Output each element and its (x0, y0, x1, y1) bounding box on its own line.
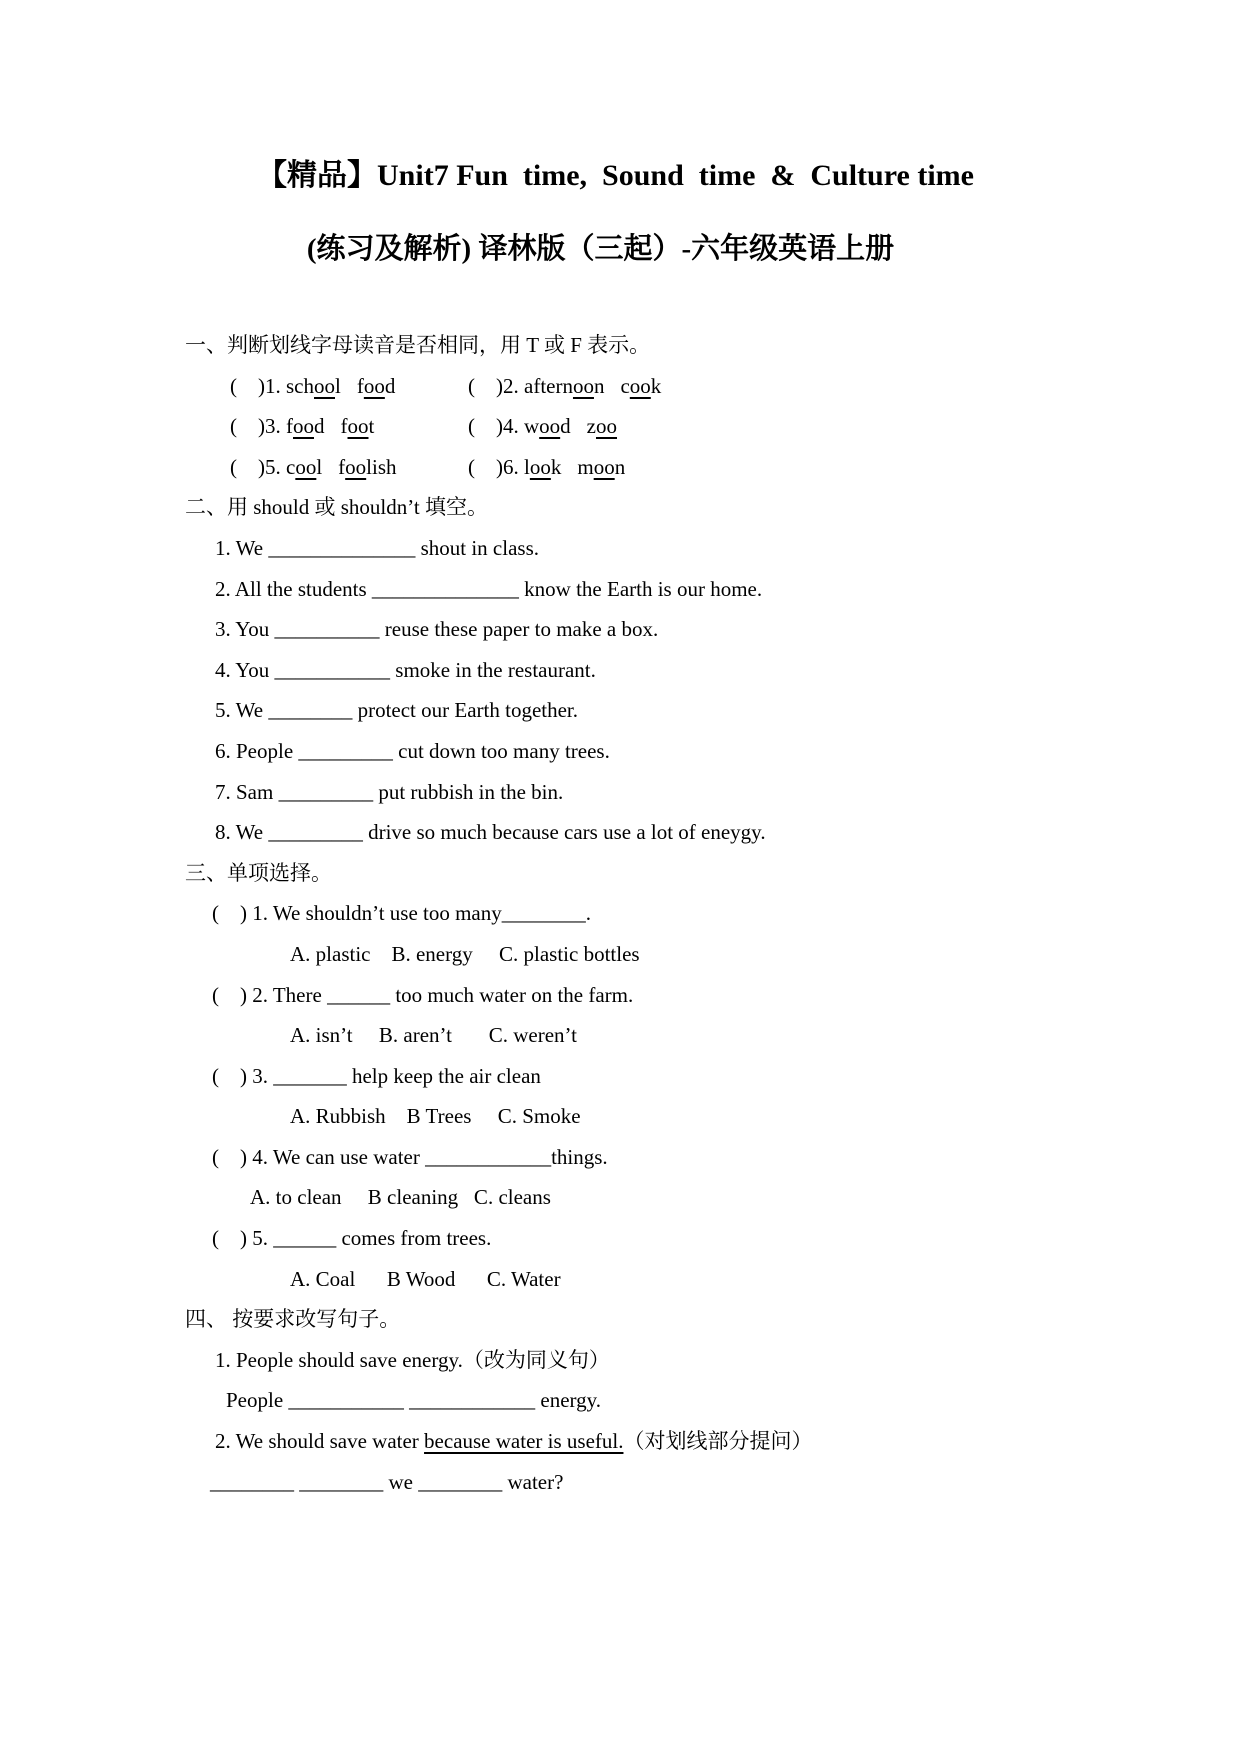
fill-blank-sentence: 7. Sam _________ put rubbish in the bin. (215, 779, 564, 804)
section-2-heading: 二、用 should 或 shouldn’t 填空。 (185, 495, 488, 520)
pronunciation-item: ( )3. food foot (230, 414, 375, 439)
choice-options: A. to clean B cleaning C. cleans (250, 1185, 551, 1210)
pronunciation-item: ( )1. school food (230, 373, 396, 398)
underlined-letters: oo (529, 454, 551, 479)
fill-blank-sentence: 3. You __________ reuse these paper to make a box. (215, 617, 659, 642)
underlined-letters: oo (314, 373, 335, 398)
underlined-letters: oo (293, 414, 314, 439)
section-4-heading: 四、 按要求改写句子。 (185, 1307, 401, 1332)
underlined-phrase: because water is useful. (424, 1429, 624, 1454)
worksheet-body (170, 325, 1121, 1502)
choice-options: A. Coal B Wood C. Water (290, 1266, 561, 1291)
fill-blank-sentence: 4. You ___________ smoke in the restaurant. (215, 657, 596, 682)
choice-question: ( ) 2. There ______ too much water on the farm. (212, 982, 634, 1007)
rewrite-instruction-1: 1. People should save energy.（改为同义句） (215, 1347, 610, 1372)
underlined-letters: oo (295, 454, 317, 479)
document-subtitle: (练习及解析) 译林版（三起）-六年级英语上册 (306, 233, 895, 265)
underlined-letters: oo (572, 373, 594, 398)
underlined-letters: oo (363, 373, 385, 398)
pronunciation-item: ( )2. afternoon cook (468, 373, 662, 398)
section-3-heading: 三、单项选择。 (185, 860, 332, 885)
choice-options: A. Rubbish B Trees C. Smoke (290, 1104, 581, 1129)
choice-question: ( ) 1. We shouldn’t use too many________. (212, 901, 592, 926)
fill-blank-sentence: 5. We ________ protect our Earth together. (215, 698, 578, 723)
fill-blank-sentence: 8. We _________ drive so much because cars use a lot of eneygy. (215, 820, 766, 845)
choice-options: A. isn’t B. aren’t C. weren’t (290, 1023, 577, 1048)
fill-blank-sentence: 1. We ______________ shout in class. (215, 535, 539, 560)
underlined-letters: oo (347, 414, 369, 439)
underlined-letters: oo (629, 373, 651, 398)
underlined-letters: oo (596, 414, 617, 439)
choice-question: ( ) 4. We can use water ____________things. (212, 1144, 608, 1169)
underlined-letters: oo (345, 454, 367, 479)
pronunciation-item: ( )6. look moon (468, 454, 626, 479)
choice-options: A. plastic B. energy C. plastic bottles (290, 941, 640, 966)
section-1-heading: 一、判断划线字母读音是否相同，用 T 或 F 表示。 (185, 333, 651, 357)
rewrite-answer-2: ________ ________ we ________ water? (210, 1469, 564, 1494)
underlined-letters: oo (539, 414, 561, 439)
underlined-letters: oo (593, 454, 615, 479)
choice-question: ( ) 3. _______ help keep the air clean (212, 1063, 541, 1088)
rewrite-answer-1: People ___________ ____________ energy. (226, 1388, 602, 1413)
pronunciation-item: ( )4. wood zoo (468, 414, 617, 439)
document-title: 【精品】Unit7 Fun time, Sound time & Culture time (257, 159, 974, 192)
pronunciation-row (170, 406, 1121, 447)
choice-question: ( ) 5. ______ comes from trees. (212, 1226, 492, 1251)
pronunciation-row (170, 366, 1121, 407)
pronunciation-row (170, 447, 1121, 488)
rewrite-instruction-2: 2. We should save water because water is useful.（对划线部分提问） (215, 1429, 813, 1454)
pronunciation-item: ( )5. cool foolish (230, 454, 397, 479)
fill-blank-sentence: 2. All the students ______________ know the Earth is our home. (215, 576, 763, 601)
fill-blank-sentence: 6. People _________ cut down too many trees. (215, 738, 610, 763)
